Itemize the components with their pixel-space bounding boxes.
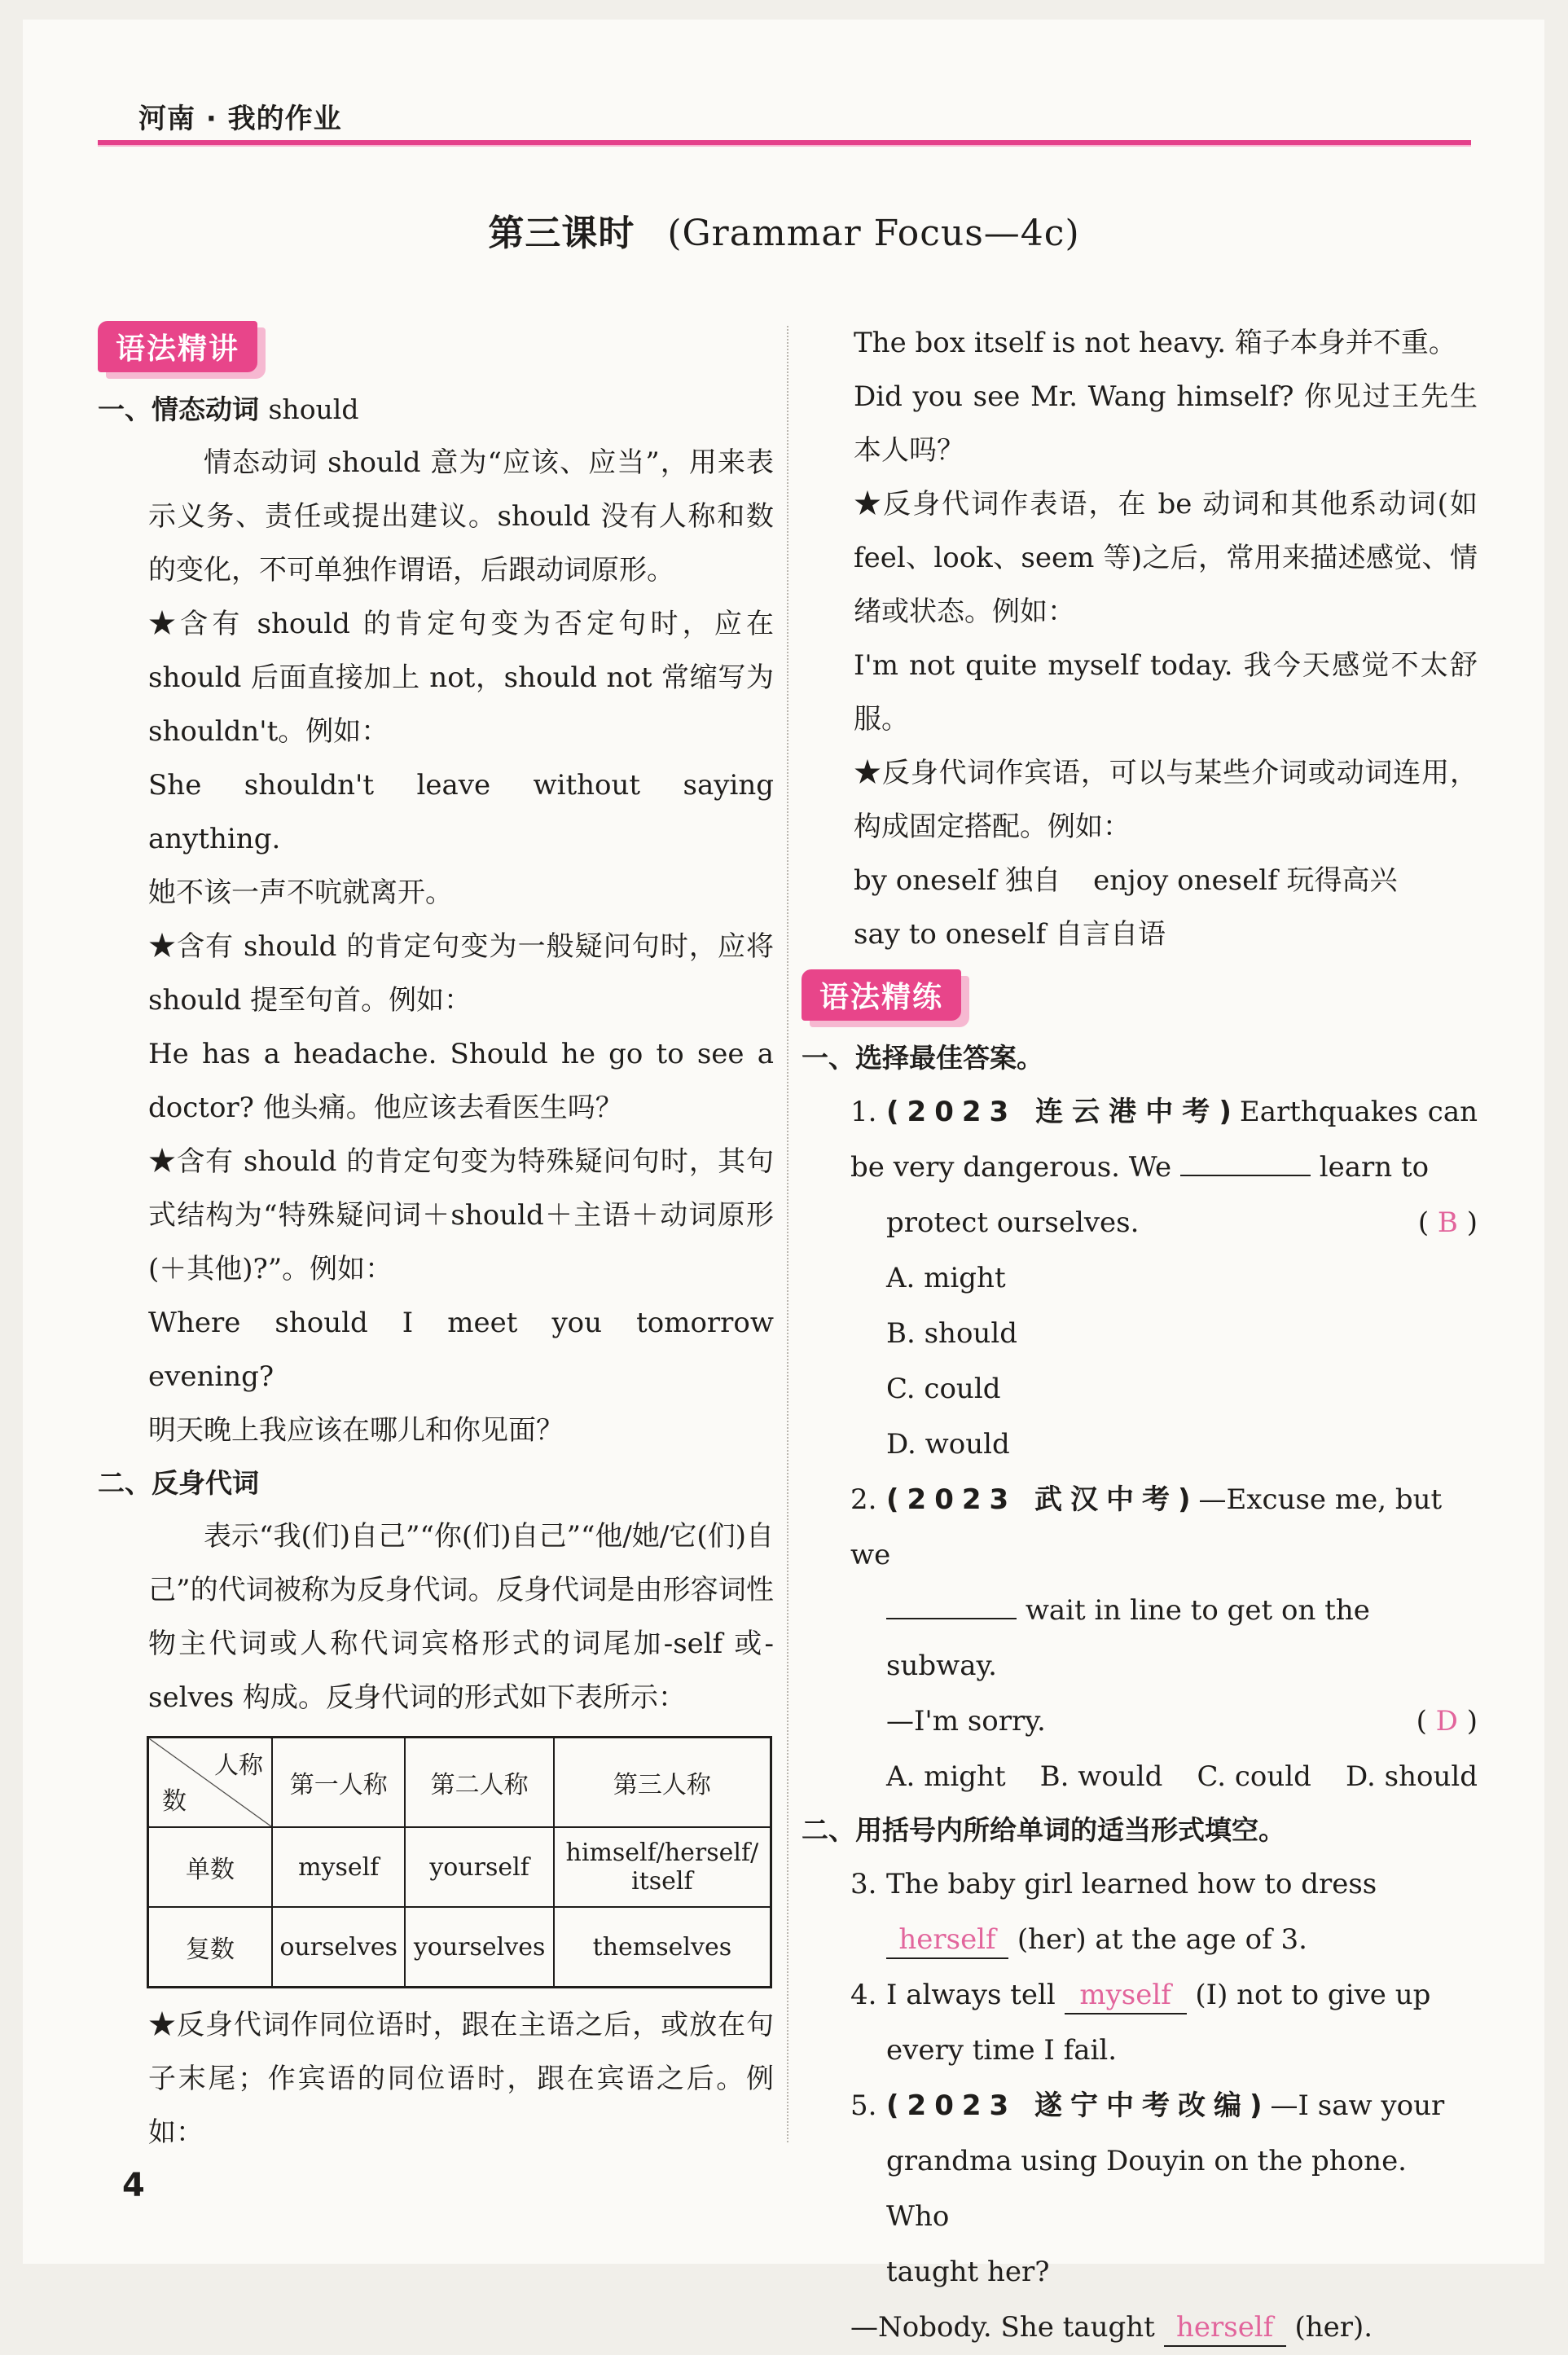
answer-choice: D xyxy=(1435,1705,1458,1738)
question-text: —I'm sorry. xyxy=(886,1705,1046,1738)
example-himself: Did you see Mr. Wang himself? 你见过王先生本人吗？ xyxy=(854,380,1478,467)
reflexive-appositive-rule: ★反身代词作同位语时，跟在主语之后，或放在句子末尾；作宾语的同位语时，跟在宾语之后。例如： xyxy=(148,2009,774,2149)
table-cell-line: itself xyxy=(631,1867,693,1896)
example-question: He has a headache. Should he go to see a doctor? 他头痛。他应该去看医生吗？ xyxy=(148,1038,774,1124)
row-label-singular: 单数 xyxy=(148,1827,273,1907)
table-corner-cell xyxy=(148,1738,273,1828)
question-text: taught her? xyxy=(886,2256,1050,2288)
phrase-enjoy-oneself: enjoy oneself 玩得高兴 xyxy=(1093,864,1398,897)
lesson-title xyxy=(0,204,1568,256)
question-source: (2023 连云港中考) xyxy=(886,1096,1240,1128)
table-header-row xyxy=(148,1738,771,1828)
answer-bracket: ( D ) xyxy=(1416,1705,1478,1738)
lesson-title-cn: 第三课时 xyxy=(488,213,635,254)
question-number: 5. xyxy=(850,2089,877,2122)
reflexive-pronoun-table xyxy=(147,1736,772,1988)
table-cell: yourselves xyxy=(405,1907,553,1988)
question-text: The baby girl learned how to dress xyxy=(886,1868,1377,1900)
option-b: B. should xyxy=(886,1317,1017,1350)
option-c: C. could xyxy=(886,1373,1001,1405)
option-d: D. should xyxy=(1345,1760,1478,1793)
corner-label-person: 人称 xyxy=(214,1751,263,1780)
grammar-practice-badge: 语法精练 xyxy=(802,969,961,1021)
table-cell: myself xyxy=(272,1827,405,1907)
grammar-explanation-badge: 语法精讲 xyxy=(98,321,257,372)
table-cell: themselves xyxy=(554,1907,771,1988)
example-wh-en: Where should I meet you tomorrow evening? xyxy=(148,1307,774,1393)
answer-blank[interactable]: myself xyxy=(1065,1977,1187,2014)
section-modal-verb-heading xyxy=(98,384,774,436)
table-cell: yourself xyxy=(405,1827,553,1907)
reflexive-definition: 表示“我(们)自己”“你(们)自己”“他/她/它(们)自己”的代词被称为反身代词。反身代词是由形容词性物主代词或人称代词宾格形式的词尾加-self 或-selves 构成。反身代词的形式如下表所示： xyxy=(148,1520,774,1714)
question-text: grandma using Douyin on the phone. Who xyxy=(886,2145,1407,2233)
question-source: (2023 武汉中考) xyxy=(886,1483,1199,1516)
reflexive-object-rule: ★反身代词作宾语，可以与某些介词或动词连用，构成固定搭配。例如： xyxy=(854,757,1478,843)
table-row xyxy=(148,1827,771,1907)
answer-blank[interactable]: herself xyxy=(1164,2309,1286,2347)
question-number: 1. xyxy=(850,1096,877,1128)
question-text: —Nobody. She taught xyxy=(850,2311,1155,2344)
question-text: (I) not to give up xyxy=(1195,1979,1431,2011)
question-source: (2023 遂宁中考改编) xyxy=(886,2089,1271,2122)
option-a: A. might xyxy=(886,1760,1006,1793)
should-question-rule: ★含有 should 的肯定句变为一般疑问句时，应将 should 提至句首。例如： xyxy=(148,930,774,1017)
fixed-phrases-line xyxy=(854,854,1478,907)
answer-bracket: ( B ) xyxy=(1417,1206,1478,1239)
question-text: (her) at the age of 3. xyxy=(1017,1923,1307,1956)
part2-heading: 二、用括号内所给单词的适当形式填空。 xyxy=(802,1814,1285,1846)
question-text: —Excuse me, but we xyxy=(850,1483,1443,1571)
should-negative-rule: ★含有 should 的肯定句变为否定句时，应在 should 后面直接加上 not，should not 常缩写为 shouldn't。例如： xyxy=(148,608,774,748)
section-heading-cn: 一、情态动词 xyxy=(98,393,259,425)
table-cell: ourselves xyxy=(272,1907,405,1988)
left-column xyxy=(98,318,774,2159)
question-text: —I saw your xyxy=(1270,2089,1445,2122)
example-negative-cn: 她不该一声不吭就离开。 xyxy=(148,877,453,909)
question-3 xyxy=(802,1856,1478,1967)
question-2 xyxy=(802,1472,1478,1804)
question-4 xyxy=(802,1967,1478,2078)
table-cell-line: himself/herself/ xyxy=(565,1839,759,1867)
row-label-plural: 复数 xyxy=(148,1907,273,1988)
answer-blank[interactable]: herself xyxy=(886,1922,1008,1959)
question-text: protect ourselves. xyxy=(886,1206,1140,1239)
answer-blank[interactable] xyxy=(1180,1175,1311,1176)
header-rule xyxy=(98,140,1471,147)
table-row xyxy=(148,1907,771,1988)
question-text: learn to xyxy=(1319,1151,1430,1184)
question-number: 2. xyxy=(850,1483,877,1516)
example-myself: I'm not quite myself today. 我今天感觉不太舒服。 xyxy=(854,649,1478,736)
option-a: A. might xyxy=(886,1262,1006,1294)
question-text: (her). xyxy=(1294,2311,1373,2344)
answer-choice: B xyxy=(1437,1206,1458,1239)
header-title: 河南 · 我的作业 xyxy=(138,103,342,135)
section-heading-en: should xyxy=(268,393,359,425)
option-c: C. could xyxy=(1197,1760,1311,1793)
table-header-first-person: 第一人称 xyxy=(272,1738,405,1828)
table-header-second-person: 第二人称 xyxy=(405,1738,553,1828)
part1-heading: 一、选择最佳答案。 xyxy=(802,1042,1043,1074)
question-text: Earthquakes can be very dangerous. We xyxy=(850,1096,1478,1184)
example-negative-en: She shouldn't leave without saying anything. xyxy=(148,769,774,855)
reflexive-predicative-rule: ★反身代词作表语，在 be 动词和其他系动词(如 feel、look、seem 等)之后，常用来描述感觉、情绪或状态。例如： xyxy=(854,488,1478,628)
answer-blank[interactable] xyxy=(886,1618,1017,1619)
right-column xyxy=(802,316,1478,2355)
column-divider xyxy=(787,326,788,2142)
should-definition: 情态动词 should 意为“应该、应当”，用来表示义务、责任或提出建议。should 没有人称和数的变化，不可单独作谓语，后跟动词原形。 xyxy=(148,446,774,587)
table-header-third-person: 第三人称 xyxy=(554,1738,771,1828)
section-reflexive-heading: 二、反身代词 xyxy=(98,1467,259,1499)
should-wh-question-rule: ★含有 should 的肯定句变为特殊疑问句时，其句式结构为“特殊疑问词＋should＋主语＋动词原形(＋其他)?”。例如： xyxy=(148,1145,774,1285)
example-itself: The box itself is not heavy. 箱子本身并不重。 xyxy=(854,327,1456,359)
example-wh-cn: 明天晚上我应该在哪儿和你见面？ xyxy=(148,1414,564,1447)
question-number: 3. xyxy=(850,1868,877,1900)
question-text: I always tell xyxy=(886,1979,1056,2011)
question-number: 4. xyxy=(850,1979,877,2011)
table-cell-third-singular xyxy=(554,1827,771,1907)
phrase-say-to-oneself: say to oneself 自言自语 xyxy=(854,918,1166,951)
page-number: 4 xyxy=(122,2167,145,2204)
phrase-by-oneself: by oneself 独自 xyxy=(854,864,1061,897)
question-text: every time I fail. xyxy=(886,2034,1118,2067)
option-b: B. would xyxy=(1039,1760,1163,1793)
question-text: wait in line to get on the subway. xyxy=(886,1594,1370,1682)
question-1 xyxy=(802,1084,1478,1472)
corner-label-number: 数 xyxy=(162,1787,187,1816)
lesson-title-en: (Grammar Focus—4c) xyxy=(667,213,1080,254)
option-d: D. would xyxy=(886,1428,1010,1461)
question-5 xyxy=(802,2078,1478,2355)
